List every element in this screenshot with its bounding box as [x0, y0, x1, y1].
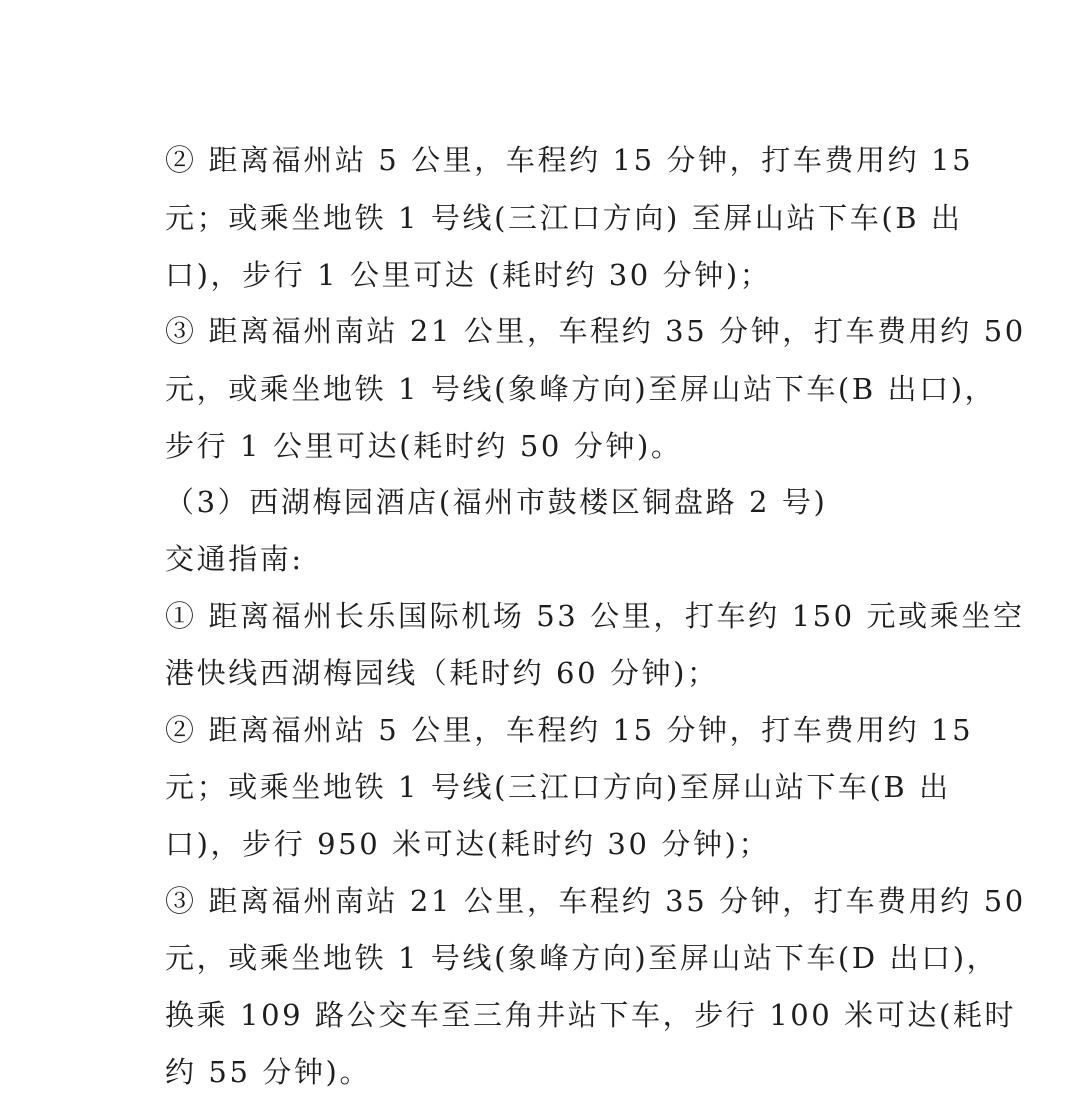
text-line: 元；或乘坐地铁 1 号线(三江口方向) 至屏山站下车(B 出: [165, 201, 963, 235]
text-line: 口)，步行 950 米可达(耗时约 30 分钟)；: [165, 827, 771, 861]
text-line: ③ 距离福州南站 21 公里，车程约 35 分钟，打车费用约 50: [165, 884, 1026, 918]
text-line: 元，或乘坐地铁 1 号线(象峰方向)至屏山站下车(D 出口)，: [165, 941, 999, 975]
text-line: ① 距离福州长乐国际机场 53 公里，打车约 150 元或乘坐空: [165, 599, 1025, 633]
text-line: ② 距离福州站 5 公里，车程约 15 分钟，打车费用约 15: [165, 143, 974, 177]
text-line: 元，或乘坐地铁 1 号线(象峰方向)至屏山站下车(B 出口)，: [165, 372, 997, 406]
text-line: 换乘 109 路公交车至三角井站下车，步行 100 米可达(耗时: [165, 998, 1017, 1032]
text-line: 约 55 分钟)。: [165, 1055, 372, 1089]
text-line: ③ 距离福州南站 21 公里，车程约 35 分钟，打车费用约 50: [165, 314, 1026, 348]
subheading-traffic-guide: 交通指南:: [165, 542, 304, 576]
text-line: 步行 1 公里可达(耗时约 50 分钟)。: [165, 429, 683, 463]
text-line: ② 距离福州站 5 公里，车程约 15 分钟，打车费用约 15: [165, 713, 974, 747]
text-line: 元；或乘坐地铁 1 号线(三江口方向)至屏山站下车(B 出: [165, 770, 951, 804]
text-line: 口)，步行 1 公里可达 (耗时约 30 分钟)；: [165, 258, 772, 292]
section-heading: （3）西湖梅园酒店(福州市鼓楼区铜盘路 2 号): [165, 485, 828, 519]
text-line: 港快线西湖梅园线（耗时约 60 分钟)；: [165, 656, 719, 690]
